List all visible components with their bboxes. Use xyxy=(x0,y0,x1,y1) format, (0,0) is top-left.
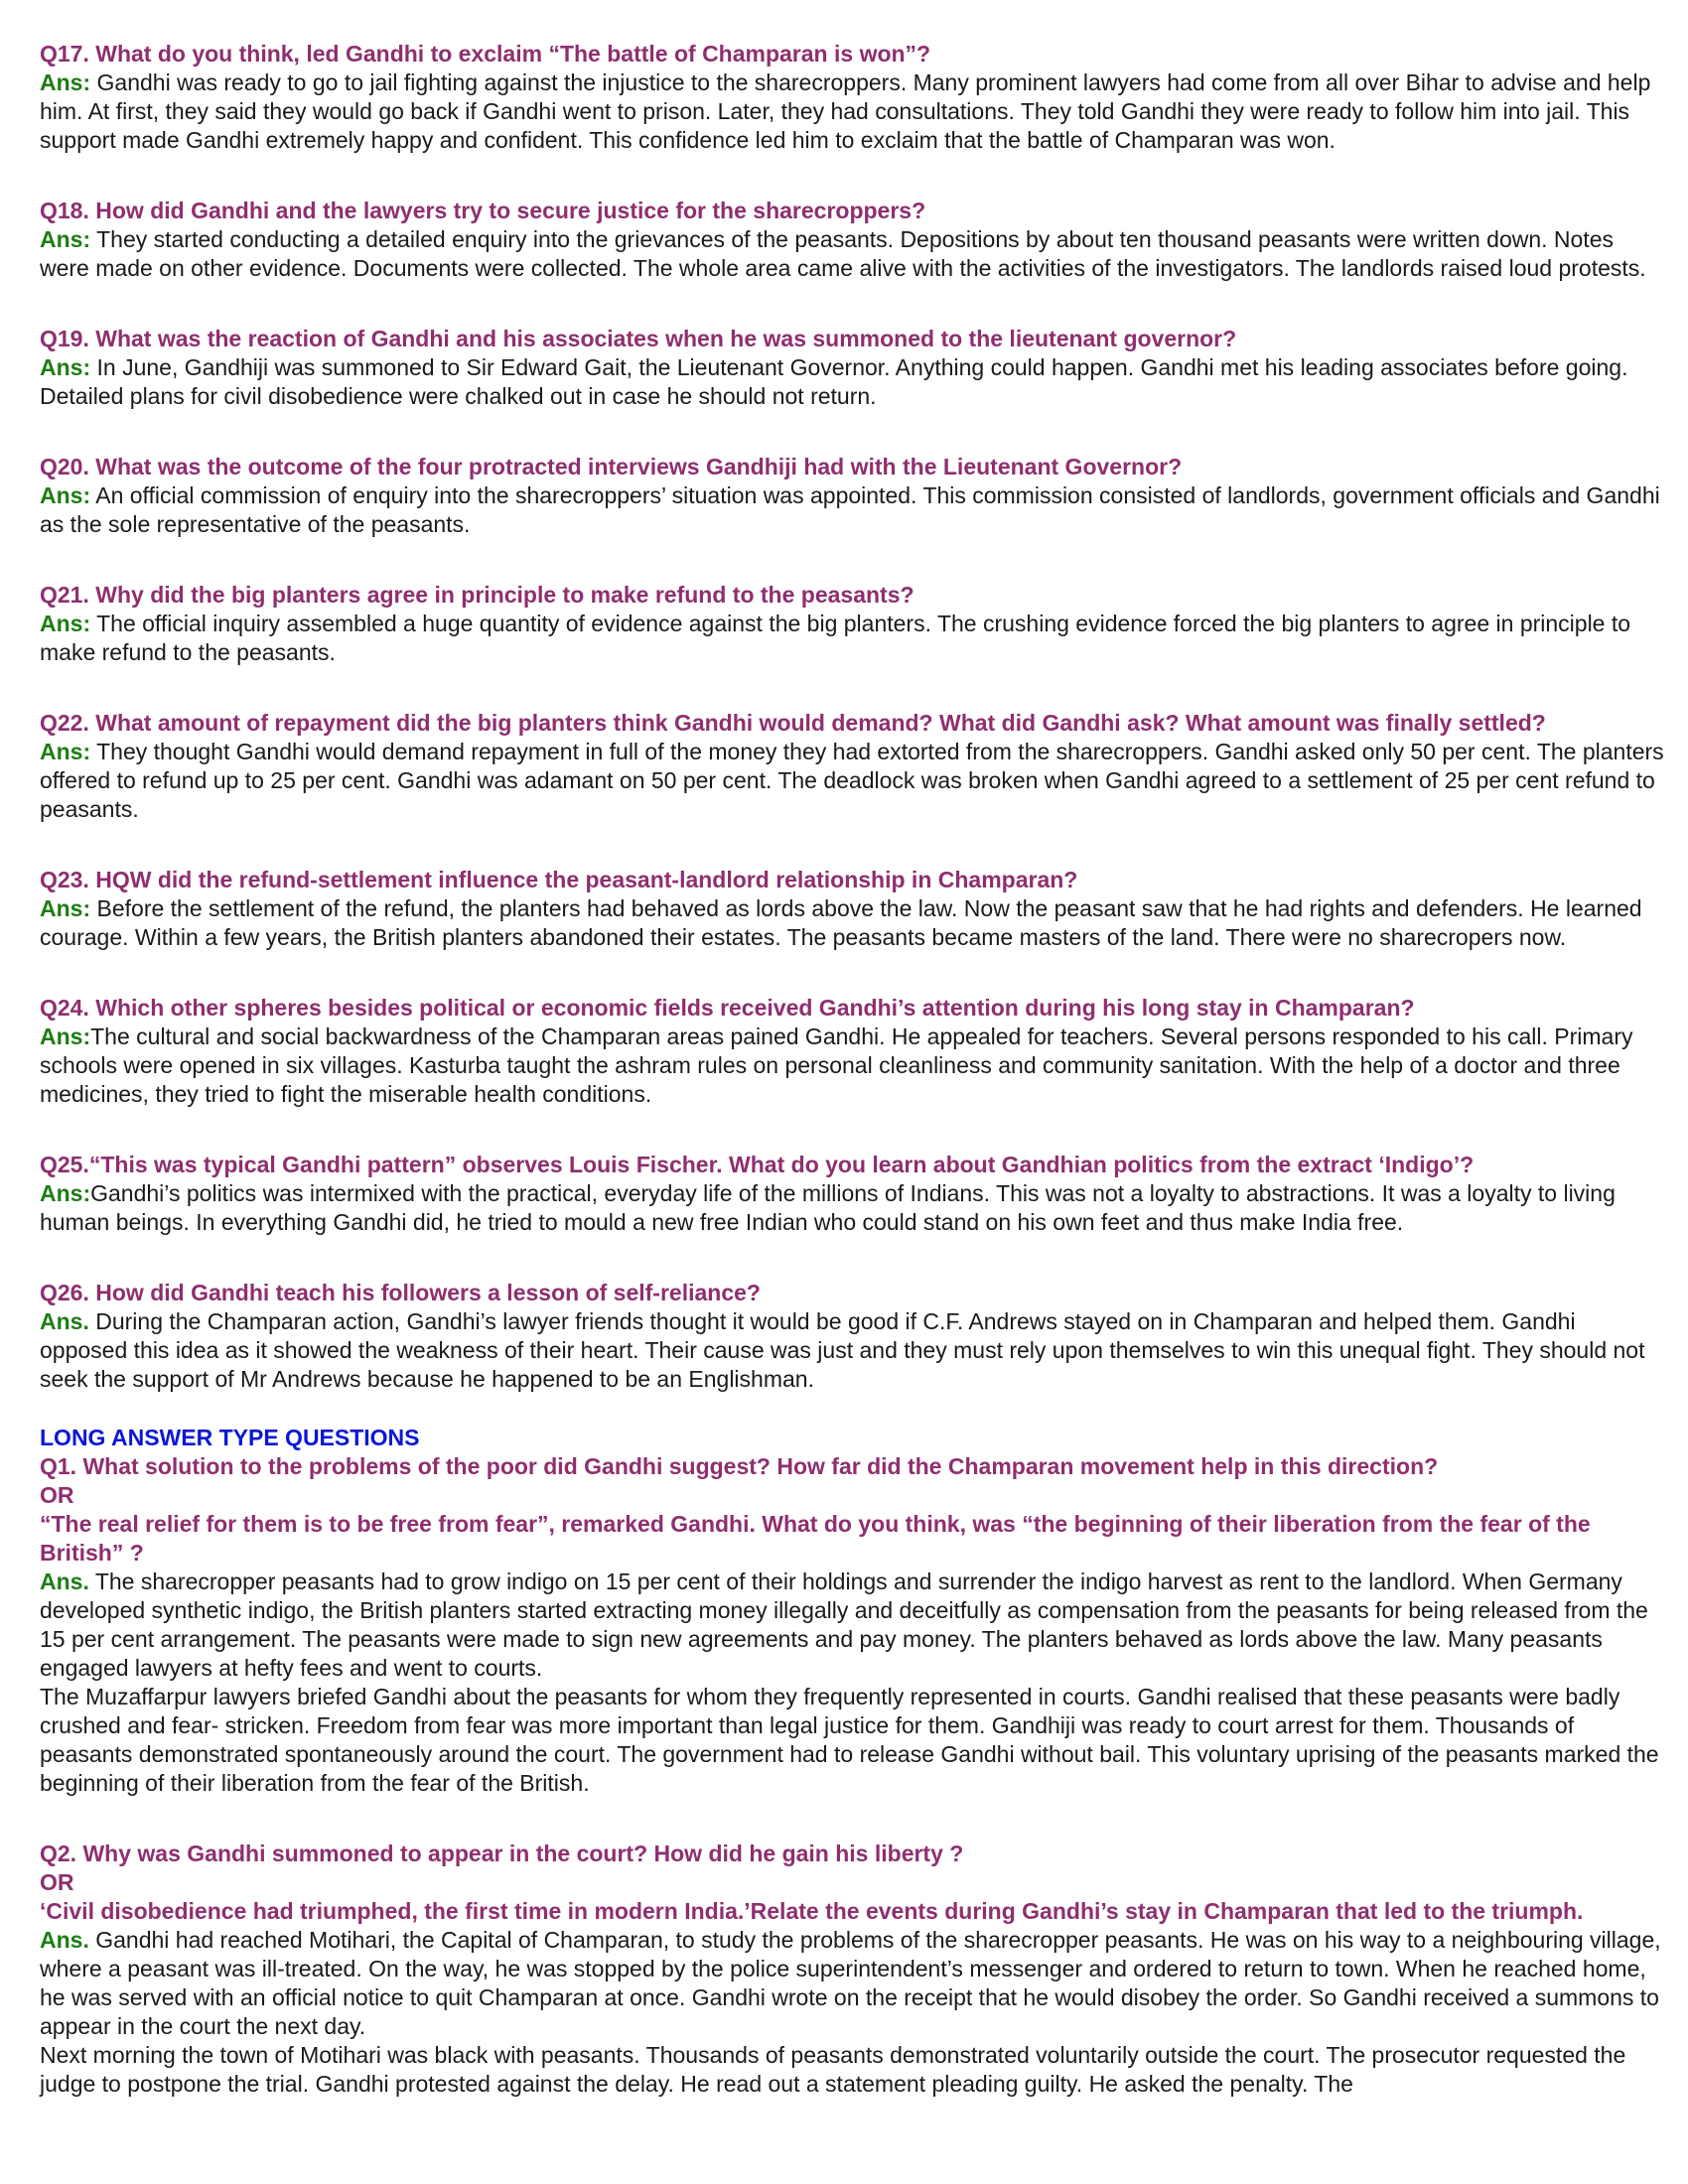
answer-label: Ans: xyxy=(40,69,91,95)
answer-label: Ans: xyxy=(40,354,91,380)
answer-text xyxy=(40,1926,1668,2041)
qa-item-q21 xyxy=(40,581,1668,667)
answer-continuation: Next morning the town of Motihari was black with peasants. Thousands of peasants demonstrated voluntarily outside the court. The prosecutor requested the judge to postpone the trial. Gandhi protested against the delay. He read out a statement pleading guilty. He asked the penalty. The xyxy=(40,2042,1626,2097)
answer-text xyxy=(40,1023,1668,1109)
document-page xyxy=(40,40,1668,2140)
question-text: Q1. What solution to the problems of the poor did Gandhi suggest? How far did the Champaran movement help in this direction? xyxy=(40,1453,1439,1479)
answer-body: They thought Gandhi would demand repayment in full of the money they had extorted from the sharecroppers. Gandhi asked only 50 per cent. The planters offered to refund up to 25 per cent. Gandhi was adamant on 50 per cent. The deadlock was broken when Gandhi agreed to a settlement of 25 per cent refund to peasants. xyxy=(40,739,1664,822)
answer-text xyxy=(40,1179,1668,1237)
question-text: Q17. What do you think, led Gandhi to exclaim “The battle of Champaran is won”? xyxy=(40,41,931,67)
question-text: Q2. Why was Gandhi summoned to appear in the court? How did he gain his liberty ? xyxy=(40,1841,964,1866)
qa-item-q25 xyxy=(40,1151,1668,1237)
qa-item-q19 xyxy=(40,325,1668,411)
question-text: Q18. How did Gandhi and the lawyers try to secure justice for the sharecroppers? xyxy=(40,198,926,223)
answer-text xyxy=(40,225,1668,283)
question-text: Q25.“This was typical Gandhi pattern” observes Louis Fischer. What do you learn about Gandhian politics from the extract ‘Indigo’? xyxy=(40,1152,1475,1177)
qa-item-q17 xyxy=(40,40,1668,155)
answer-body: The official inquiry assembled a huge quantity of evidence against the big planters. The crushing evidence forced the big planters to agree in principle to make refund to the peasants. xyxy=(40,611,1631,665)
answer-body: The cultural and social backwardness of the Champaran areas pained Gandhi. He appealed for teachers. Several persons responded to his call. Primary schools were opened in six villages. Kasturba taught the ashram rules on personal cleanliness and community sanitation. With the help of a doctor and three medicines, they tried to fight the miserable health conditions. xyxy=(40,1024,1633,1107)
question-text: Q24. Which other spheres besides political or economic fields received Gandhi’s attention during his long stay in Champaran? xyxy=(40,995,1415,1021)
qa-item-q24 xyxy=(40,994,1668,1109)
alternate-question-text: ‘Civil disobedience had triumphed, the first time in modern India.’Relate the events during Gandhi’s stay in Champaran that led to the triumph. xyxy=(40,1898,1584,1924)
answer-label: Ans. xyxy=(40,1569,89,1594)
answer-label: Ans: xyxy=(40,895,91,921)
or-separator: OR xyxy=(40,1869,74,1895)
answer-body: Gandhi had reached Motihari, the Capital of Champaran, to study the problems of the sharecropper peasants. He was on his way to a neighbouring village, where a peasant was ill-treated. On the way, he was stopped by the police superintendent’s messenger and ordered to return to town. When he reached home, he was served with an official notice to quit Champaran at once. Gandhi wrote on the receipt that he would disobey the order. So Gandhi received a summons to appear in the court the next day. xyxy=(40,1927,1661,2039)
answer-label: Ans: xyxy=(40,1024,91,1049)
answer-body: During the Champaran action, Gandhi’s lawyer friends thought it would be good if C.F. Andrews stayed on in Champaran and helped them. Gandhi opposed this idea as it showed the weakness of their heart. Their cause was just and they must rely upon themselves to win this unequal fight. They should not seek the support of Mr Andrews because he happened to be an Englishman. xyxy=(40,1308,1645,1392)
section-heading: LONG ANSWER TYPE QUESTIONS xyxy=(40,1425,420,1450)
answer-label: Ans: xyxy=(40,611,91,636)
answer-label: Ans: xyxy=(40,226,91,252)
answer-text xyxy=(40,1568,1668,1683)
question-text: Q22. What amount of repayment did the big planters think Gandhi would demand? What did Gandhi ask? What amount was finally settled? xyxy=(40,710,1546,736)
question-text: Q21. Why did the big planters agree in principle to make refund to the peasants? xyxy=(40,582,914,608)
qa-item-q22 xyxy=(40,709,1668,824)
answer-text xyxy=(40,894,1668,952)
qa-item-q23 xyxy=(40,866,1668,952)
answer-body: The sharecropper peasants had to grow indigo on 15 per cent of their holdings and surrender the indigo harvest as rent to the landlord. When Germany developed synthetic indigo, the British planters started extracting money illegally and deceitfully as compensation from the peasants for being released from the 15 per cent arrangement. The peasants were made to sign new agreements and pay money. The planters behaved as lords above the law. Many peasants engaged lawyers at hefty fees and went to courts. xyxy=(40,1569,1648,1681)
answer-text xyxy=(40,353,1668,411)
or-separator: OR xyxy=(40,1482,74,1508)
long-qa-item-q1 xyxy=(40,1452,1668,1798)
short-answer-list xyxy=(40,40,1668,1394)
answer-text xyxy=(40,481,1668,539)
question-text: Q19. What was the reaction of Gandhi and his associates when he was summoned to the lieutenant governor? xyxy=(40,326,1237,351)
answer-label: Ans. xyxy=(40,1927,89,1953)
answer-body: Gandhi was ready to go to jail fighting against the injustice to the sharecroppers. Many prominent lawyers had come from all over Bihar to advise and help him. At first, they said they would go back if Gandhi went to prison. Later, they had consultations. They told Gandhi they were ready to follow him into jail. This support made Gandhi extremely happy and confident. This confidence led him to exclaim that the battle of Champaran was won. xyxy=(40,69,1651,153)
question-text: Q20. What was the outcome of the four protracted interviews Gandhiji had with the Lieutenant Governor? xyxy=(40,454,1183,479)
answer-body: Gandhi’s politics was intermixed with the practical, everyday life of the millions of Indians. This was not a loyalty to abstractions. It was a loyalty to living human beings. In everything Gandhi did, he tried to mould a new free Indian who could stand on his own feet and thus make India free. xyxy=(40,1180,1616,1235)
qa-item-q20 xyxy=(40,453,1668,539)
answer-text xyxy=(40,738,1668,824)
answer-label: Ans: xyxy=(40,1180,91,1206)
question-text: Q26. How did Gandhi teach his followers a lesson of self-reliance? xyxy=(40,1280,761,1305)
qa-item-q26 xyxy=(40,1279,1668,1394)
answer-body: In June, Gandhiji was summoned to Sir Edward Gait, the Lieutenant Governor. Anything could happen. Gandhi met his leading associates before going. Detailed plans for civil disobedience were chalked out in case he should not return. xyxy=(40,354,1628,409)
answer-continuation: The Muzaffarpur lawyers briefed Gandhi about the peasants for whom they frequently represented in courts. Gandhi realised that these peasants were badly crushed and fear- stricken. Freedom from fear was more important than legal justice for them. Gandhiji was ready to court arrest for them. Thousands of peasants demonstrated spontaneously around the court. The government had to release Gandhi without bail. This voluntary uprising of the peasants marked the beginning of their liberation from the fear of the British. xyxy=(40,1684,1659,1796)
answer-text xyxy=(40,1307,1668,1394)
answer-label: Ans. xyxy=(40,1308,89,1334)
long-answer-section xyxy=(40,1424,1668,2099)
answer-body: Before the settlement of the refund, the planters had behaved as lords above the law. Now the peasant saw that he had rights and defenders. He learned courage. Within a few years, the British planters abandoned their estates. The peasants became masters of the land. There were no sharecropers now. xyxy=(40,895,1642,950)
answer-body: They started conducting a detailed enquiry into the grievances of the peasants. Depositions by about ten thousand peasants were written down. Notes were made on other evidence. Documents were collected. The whole area came alive with the activities of the investigators. The landlords raised loud protests. xyxy=(40,226,1646,281)
qa-item-q18 xyxy=(40,197,1668,283)
answer-label: Ans: xyxy=(40,482,91,508)
answer-label: Ans: xyxy=(40,739,91,764)
answer-body: An official commission of enquiry into the sharecroppers’ situation was appointed. This commission consisted of landlords, government officials and Gandhi as the sole representative of the peasants. xyxy=(40,482,1660,537)
answer-text xyxy=(40,68,1668,155)
question-text: Q23. HQW did the refund-settlement influence the peasant-landlord relationship in Champaran? xyxy=(40,867,1078,892)
long-qa-item-q2 xyxy=(40,1840,1668,2099)
answer-text xyxy=(40,610,1668,667)
alternate-question-text: “The real relief for them is to be free from fear”, remarked Gandhi. What do you think, was “the beginning of their liberation from the fear of the British” ? xyxy=(40,1511,1591,1566)
